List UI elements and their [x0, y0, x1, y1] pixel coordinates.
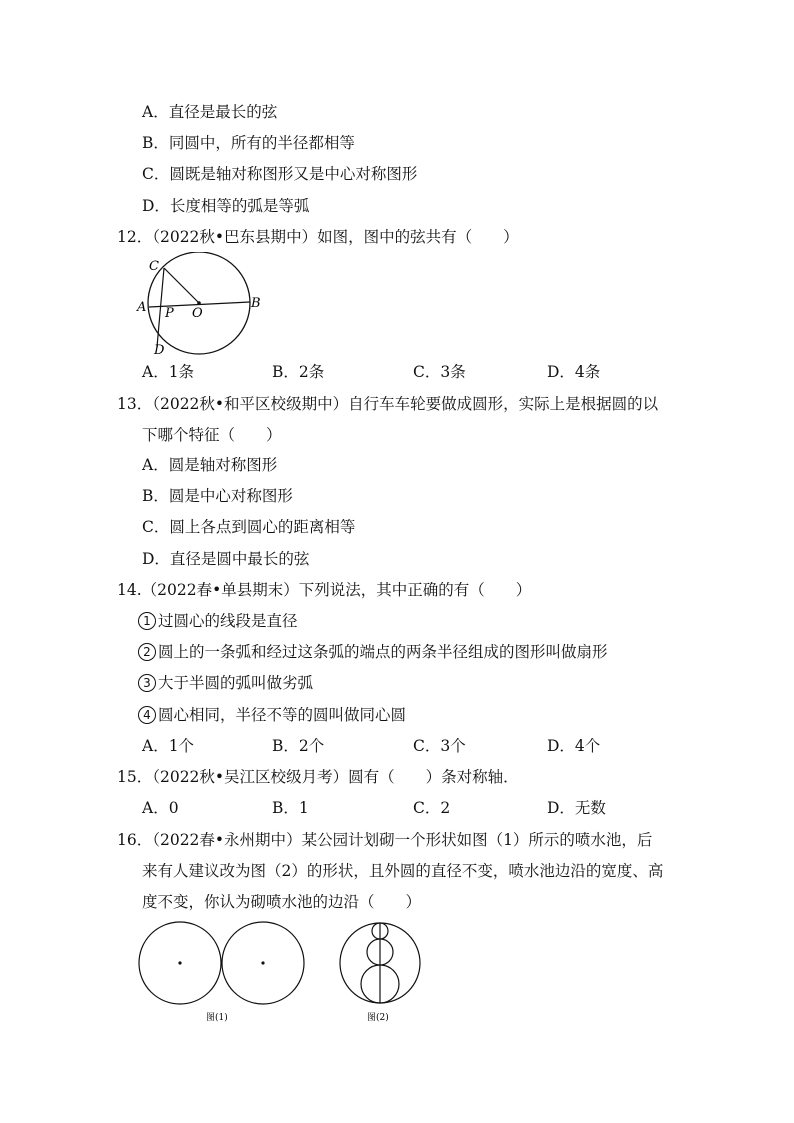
q14-stem: 14.（2022春•单县期末）下列说法，其中正确的有（ ）	[117, 581, 532, 599]
q15-option-d: D．无数	[547, 799, 606, 817]
q14-option-a: A．1个	[142, 737, 195, 755]
q16-figure-1	[138, 918, 308, 1028]
q12-option-c: C．3条	[413, 363, 466, 381]
q15-option-a: A．0	[142, 799, 179, 817]
q11-option-c: C．圆既是轴对称图形又是中心对称图形	[142, 165, 418, 183]
label-d: D	[154, 343, 165, 358]
q14-option-b: B．2个	[272, 737, 325, 755]
q12-circle-figure	[134, 252, 268, 362]
label-b: B	[251, 296, 261, 311]
q14-statement-4	[138, 705, 406, 725]
q14-statement-2	[138, 642, 608, 662]
q12-stem: 12．（2022秋•巴东县期中）如图，图中的弦共有（ ）	[117, 228, 519, 246]
q14-statement-1	[138, 611, 298, 631]
q14-statement-1-text: 过圆心的线段是直径	[158, 612, 298, 630]
q16-stem-line3: 度不变，你认为砌喷水池的边沿（ ）	[142, 893, 422, 911]
q14-option-d: D．4个	[547, 737, 601, 755]
q15-option-b: B．1	[272, 799, 309, 817]
q15-stem: 15．（2022秋•吴江区校级月考）圆有（ ）条对称轴．	[117, 768, 519, 786]
q13-stem-line2: 下哪个特征（ ）	[142, 426, 282, 444]
q13-option-b: B．圆是中心对称图形	[142, 487, 293, 505]
fig1-caption: 图(1)	[206, 1013, 228, 1023]
q16-figure-2	[333, 918, 433, 1028]
q16-stem-line2: 来有人建议改为图（2）的形状，且外圆的直径不变，喷水池边沿的宽度、高	[142, 862, 664, 880]
q13-option-c: C．圆上各点到圆心的距离相等	[142, 518, 356, 536]
q11-option-d: D．长度相等的弧是等弧	[142, 197, 310, 215]
label-o: O	[192, 306, 203, 321]
q14-statement-3-text: 大于半圆的弧叫做劣弧	[158, 674, 314, 692]
q13-option-d: D．直径是圆中最长的弦	[142, 550, 310, 568]
label-a: A	[137, 300, 147, 315]
q14-statement-3	[138, 673, 313, 693]
q12-option-d: D．4条	[547, 363, 601, 381]
circled-number-3: 3	[138, 674, 156, 692]
circled-number-4: 4	[138, 706, 156, 724]
q12-option-b: B．2条	[272, 363, 325, 381]
label-p: P	[165, 306, 174, 321]
label-c: C	[149, 259, 159, 274]
q16-stem-line1: 16．（2022春•永州期中）某公园计划砌一个形状如图（1）所示的喷水池，后	[117, 831, 653, 849]
circled-number-1: 1	[138, 612, 156, 630]
q14-statement-4-text: 圆心相同，半径不等的圆叫做同心圆	[158, 706, 407, 724]
q11-option-a: A．直径是最长的弦	[142, 103, 278, 121]
q13-option-a: A．圆是轴对称图形	[142, 456, 278, 474]
q12-option-a: A．1条	[142, 363, 195, 381]
q11-option-b: B．同圆中，所有的半径都相等	[142, 134, 355, 152]
q15-option-c: C．2	[413, 799, 451, 817]
q14-option-c: C．3个	[413, 737, 466, 755]
q13-stem-line1: 13．（2022秋•和平区校级期中）自行车车轮要做成圆形，实际上是根据圆的以	[117, 395, 659, 413]
q14-statement-2-text: 圆上的一条弧和经过这条弧的端点的两条半径组成的图形叫做扇形	[158, 643, 608, 661]
circled-number-2: 2	[138, 643, 156, 661]
fig2-caption: 图(2)	[367, 1013, 389, 1023]
